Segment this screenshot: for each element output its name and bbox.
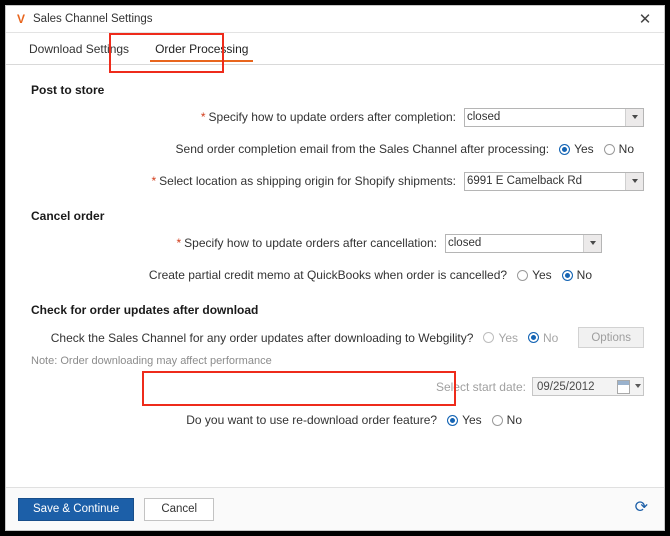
row-redownload: [26, 410, 644, 430]
row-update-after-cancellation: [26, 233, 644, 253]
radio-group-partial-credit-memo: [517, 268, 602, 282]
radio-dot-icon: [447, 415, 458, 426]
radio-label-no: No: [506, 413, 522, 427]
radio-group-redownload: [447, 413, 532, 427]
radio-check-updates-yes[interactable]: [483, 331, 518, 345]
radio-partial-credit-memo-no[interactable]: [562, 268, 592, 282]
radio-redownload-yes[interactable]: [447, 413, 482, 427]
row-completion-email: [26, 139, 644, 159]
label-completion-email: Send order completion email from the Sales Channel after processing:: [175, 142, 550, 156]
label-shipping-origin: Select location as shipping origin for Shopify shipments:: [159, 174, 456, 188]
save-and-continue-button[interactable]: Save & Continue: [18, 498, 134, 521]
label-start-date: Select start date:: [435, 379, 526, 394]
combo-update-after-completion-wrap: [464, 108, 644, 127]
required-marker-shipping-origin: *: [151, 174, 157, 188]
radio-label-yes: Yes: [498, 330, 519, 345]
start-date-value: 09/25/2012: [537, 380, 595, 393]
radio-label-no: No: [543, 330, 559, 345]
label-partial-credit-memo: Create partial credit memo at QuickBooks when order is cancelled?: [148, 268, 508, 282]
select-update-after-cancellation[interactable]: [445, 234, 602, 253]
tab-download-settings[interactable]: Download Settings: [29, 41, 130, 56]
radio-label-yes: Yes: [532, 268, 552, 282]
radio-label-no: No: [576, 268, 592, 282]
radio-redownload-no[interactable]: [492, 413, 522, 427]
radio-label-yes: Yes: [574, 142, 594, 156]
radio-group-completion-email: [559, 142, 644, 156]
row-update-after-completion: [26, 107, 644, 127]
label-update-after-cancellation: Specify how to update orders after cancellation:: [184, 236, 437, 250]
footer-bar: [6, 487, 664, 530]
radio-label-yes: Yes: [462, 413, 482, 427]
section-heading-order-updates: Check for order updates after download: [31, 303, 259, 317]
label-update-after-completion: Specify how to update orders after completion:: [208, 110, 456, 124]
radio-partial-credit-memo-yes[interactable]: [517, 268, 552, 282]
radio-completion-email-no[interactable]: [604, 142, 634, 156]
row-start-date: [26, 377, 644, 396]
calendar-icon[interactable]: [617, 380, 630, 394]
radio-completion-email-yes[interactable]: [559, 142, 594, 156]
select-update-after-completion[interactable]: [464, 108, 644, 127]
label-check-updates: Check the Sales Channel for any order updates after downloading to Webgility?: [50, 330, 474, 345]
tab-order-processing[interactable]: Order Processing: [142, 33, 261, 64]
section-heading-cancel-order: Cancel order: [31, 209, 105, 223]
required-marker-cancellation: *: [176, 236, 182, 250]
row-check-updates: [26, 327, 644, 348]
title-bar: [6, 6, 664, 33]
radio-check-updates-no[interactable]: [528, 331, 558, 345]
select-shipping-origin[interactable]: [464, 172, 644, 191]
label-redownload: Do you want to use re-download order feature?: [186, 413, 438, 427]
radio-dot-icon: [559, 144, 570, 155]
window-title: Sales Channel Settings: [33, 13, 153, 25]
radio-dot-icon: [492, 415, 503, 426]
app-logo-icon: V: [16, 12, 25, 26]
radio-label-no: No: [618, 142, 634, 156]
radio-dot-icon: [528, 332, 539, 343]
options-button[interactable]: Options: [578, 327, 644, 348]
radio-dot-icon: [483, 332, 494, 343]
combo-shipping-origin-wrap: [464, 172, 644, 191]
tab-bar: [6, 33, 664, 65]
radio-dot-icon: [562, 270, 573, 281]
sales-channel-settings-window: [5, 5, 665, 531]
cancel-button[interactable]: Cancel: [144, 498, 214, 521]
radio-group-check-updates: [483, 331, 568, 345]
row-shipping-origin: [26, 171, 644, 191]
start-date-field[interactable]: [532, 377, 644, 396]
settings-content: [6, 65, 664, 487]
close-icon[interactable]: ✕: [638, 10, 652, 28]
row-partial-credit-memo: [26, 265, 644, 285]
required-marker-completion: *: [200, 110, 206, 124]
radio-dot-icon: [604, 144, 615, 155]
combo-update-after-cancellation-wrap: [445, 234, 602, 253]
refresh-icon[interactable]: ⟳: [634, 499, 648, 516]
chevron-down-icon[interactable]: [635, 384, 641, 388]
radio-dot-icon: [517, 270, 528, 281]
section-heading-post-to-store: Post to store: [31, 83, 105, 97]
note-order-downloading: Note: Order downloading may affect performance: [31, 355, 272, 367]
